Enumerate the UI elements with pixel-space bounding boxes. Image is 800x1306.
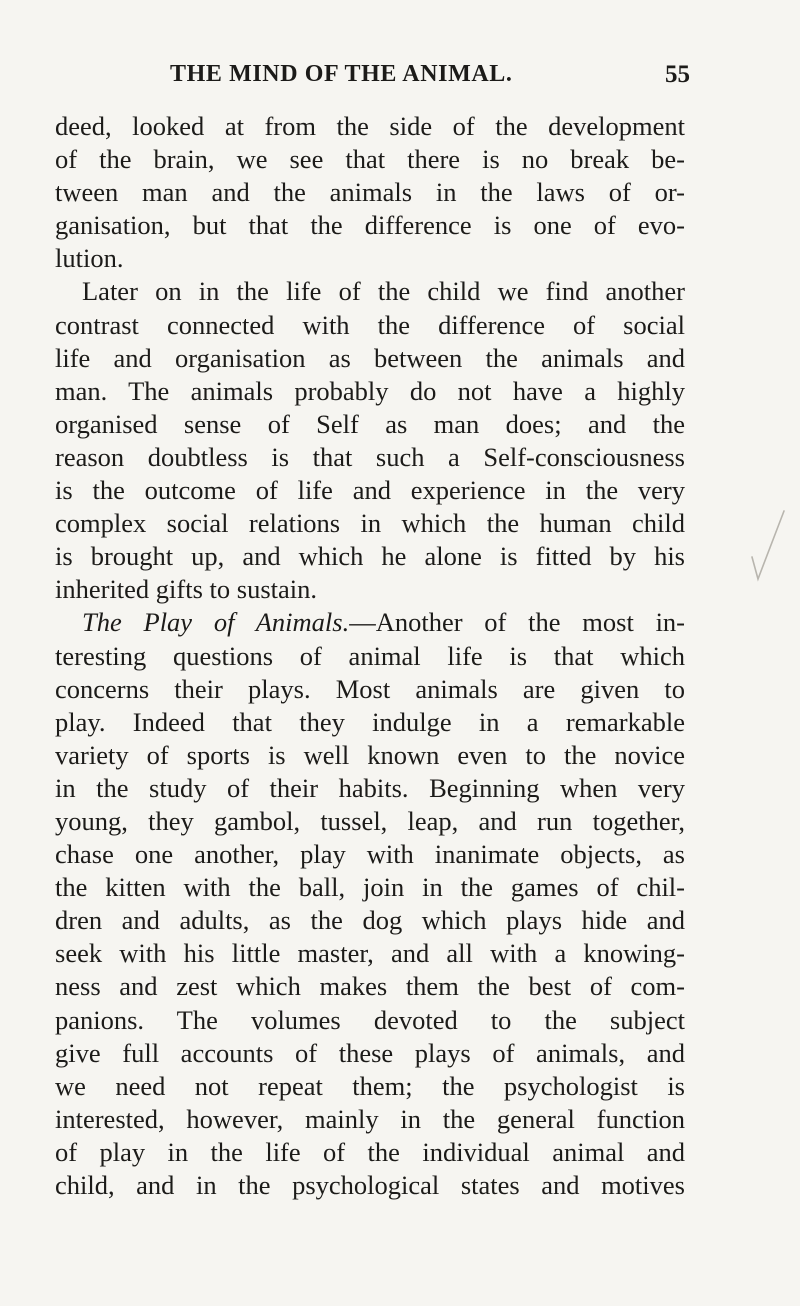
body-text xyxy=(55,110,685,1202)
text-line: contrast connected with the difference of social xyxy=(55,309,685,340)
text-line: variety of sports is well known even to the novice xyxy=(55,739,685,770)
running-head xyxy=(170,61,690,93)
text-line: tween man and the animals in the laws of or- xyxy=(55,177,685,208)
text-line: we need not repeat them; the psychologist is xyxy=(55,1070,685,1101)
text-line: of play in the life of the individual animal and xyxy=(55,1136,685,1167)
text-line: reason doubtless is that such a Self-consciousness xyxy=(55,441,685,472)
text-line: ness and zest which makes them the best of com- xyxy=(55,971,685,1002)
text-line: organised sense of Self as man does; and the xyxy=(55,408,685,439)
text-line-rest: —Another of the most in- xyxy=(349,607,686,638)
text-line: interested, however, mainly in the general function xyxy=(55,1103,685,1134)
page-number: 55 xyxy=(665,61,690,88)
text-line: play. Indeed that they indulge in a remarkable xyxy=(55,706,685,737)
text-line: life and organisation as between the animals and xyxy=(55,342,685,373)
text-line: ganisation, but that the difference is one of evo- xyxy=(55,210,685,241)
text-line: chase one another, play with inanimate objects, as xyxy=(55,839,685,870)
text-line: young, they gambol, tussel, leap, and run together, xyxy=(55,805,685,836)
text-line: is brought up, and which he alone is fitted by his xyxy=(55,541,685,572)
text-line: is the outcome of life and experience in the very xyxy=(55,475,685,506)
text-line: teresting questions of animal life is that which xyxy=(55,640,685,671)
text-line: deed, looked at from the side of the development xyxy=(55,111,685,141)
running-title: THE MIND OF THE ANIMAL. xyxy=(170,61,513,87)
text-line: in the study of their habits. Beginning when very xyxy=(55,772,685,803)
text-line: Later on in the life of the child we find another xyxy=(82,276,685,307)
pencil-check-mark xyxy=(748,505,788,585)
pencil-check-mark-icon xyxy=(748,505,788,585)
text-line: man. The animals probably do not have a highly xyxy=(55,375,685,406)
text-line: of the brain, we see that there is no break be- xyxy=(55,144,685,175)
text-line: seek with his little master, and all with a knowing- xyxy=(55,938,685,969)
text-line: complex social relations in which the human child xyxy=(55,508,685,539)
text-line: panions. The volumes devoted to the subject xyxy=(55,1004,685,1035)
text-line xyxy=(55,606,685,639)
text-line: the kitten with the ball, join in the games of chil- xyxy=(55,872,685,903)
text-line: inherited gifts to sustain. xyxy=(55,574,318,605)
text-line: give full accounts of these plays of animals, and xyxy=(55,1037,685,1068)
text-line: lution. xyxy=(55,243,124,274)
text-line: child, and in the psychological states and motives xyxy=(55,1170,685,1200)
text-line: dren and adults, as the dog which plays hide and xyxy=(55,905,685,936)
section-heading: The Play of Animals. xyxy=(82,607,350,638)
text-line: concerns their plays. Most animals are given to xyxy=(55,673,685,704)
